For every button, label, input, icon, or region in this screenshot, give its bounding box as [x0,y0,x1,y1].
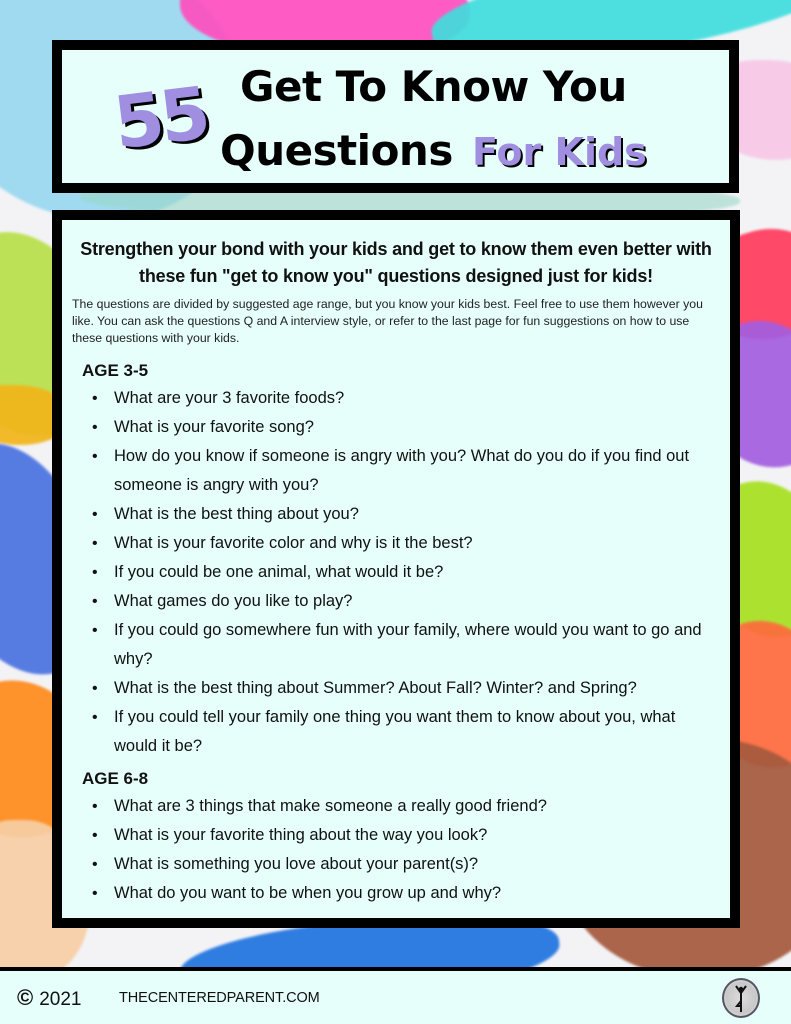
question-item: • What is the best thing about you? [92,500,730,529]
title-line-1: Get To Know You [240,62,627,111]
website-link[interactable]: THECENTEREDPARENT.COM [119,990,320,1006]
tree-yoga-logo-icon [722,978,760,1018]
question-item: • What games do you like to play? [92,587,730,616]
title-banner [52,40,739,193]
question-item: • What do you want to be when you grow up and why? [92,879,730,908]
title-accent: For Kids [472,130,647,174]
section-heading-age-6-8: AGE 6-8 [82,769,149,788]
intro-headline: Strengthen your bond with your kids and get to know them even better with these fun "get to know you" questions designed just for kids! [80,239,712,286]
question-item: • What is the best thing about Summer? About Fall? Winter? and Spring? [92,674,730,703]
title-number: 55 [109,70,211,166]
question-item: • How do you know if someone is angry with you? What do you do if you find out someone is angry with you? [92,442,730,500]
question-item: • What is something you love about your parent(s)? [92,850,730,879]
questions-panel [52,210,740,928]
question-item: • What is your favorite color and why is it the best? [92,529,730,558]
copyright [17,985,82,1011]
footer [0,971,791,1024]
question-item: • What is your favorite song? [92,413,730,442]
question-list-age-6-8 [62,792,730,908]
question-list-age-3-5 [62,384,730,761]
question-item: • If you could go somewhere fun with your family, where would you want to go and why? [92,616,730,674]
question-item: • What is your favorite thing about the way you look? [92,821,730,850]
question-item: • What are 3 things that make someone a really good friend? [92,792,730,821]
section-heading-age-3-5: AGE 3-5 [82,361,149,380]
title-line-2: Questions [220,126,453,175]
question-item: • If you could tell your family one thing you want them to know about you, what would it be? [92,703,730,761]
question-item: • If you could be one animal, what would it be? [92,558,730,587]
copyright-icon: © [17,985,34,1010]
intro-body: The questions are divided by suggested age range, but you know your kids best. Feel free to use them however you like. You can ask the questions Q and A interview style, or refer to the last page for fun suggestions on how to use these questions with your kids. [72,297,703,345]
copyright-year: 2021 [39,989,82,1010]
question-item: • What are your 3 favorite foods? [92,384,730,413]
